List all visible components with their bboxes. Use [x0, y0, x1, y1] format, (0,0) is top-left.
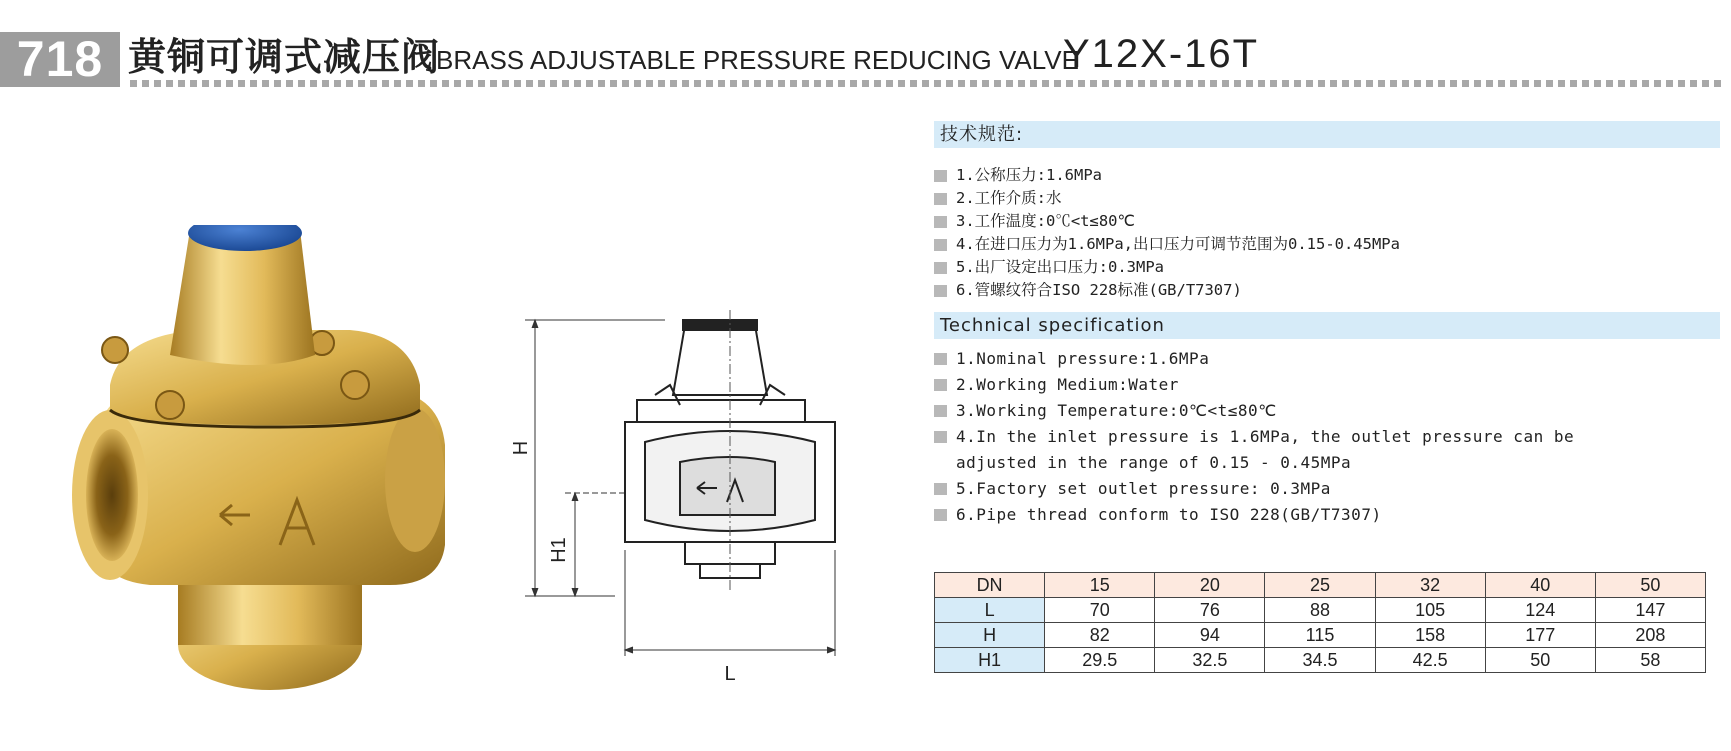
valve-dimension-drawing	[505, 310, 845, 700]
table-cell: 88	[1265, 598, 1375, 623]
square-bullet-icon	[934, 216, 947, 228]
square-bullet-icon	[934, 193, 947, 205]
table-cell: 34.5	[1265, 648, 1375, 673]
table-header-cell: 20	[1155, 573, 1265, 598]
spec-en-item: 3.Working Temperature:0℃<t≤80℃	[934, 398, 1574, 424]
table-header-cell: 15	[1045, 573, 1155, 598]
valve-photo	[60, 225, 450, 700]
square-bullet-icon	[934, 405, 947, 417]
header-dotted-divider	[130, 80, 1726, 87]
table-cell: 42.5	[1375, 648, 1485, 673]
table-cell: 177	[1485, 623, 1595, 648]
table-cell: 105	[1375, 598, 1485, 623]
spec-en-item: 5.Factory set outlet pressure: 0.3MPa	[934, 476, 1574, 502]
table-cell: 208	[1595, 623, 1705, 648]
dimension-label-l: L	[724, 663, 736, 685]
product-title-cn: 黄铜可调式减压阀	[128, 35, 441, 79]
table-row	[935, 648, 1706, 673]
square-bullet-icon	[934, 431, 947, 443]
square-bullet-icon	[934, 239, 947, 251]
table-row	[935, 598, 1706, 623]
dimensions-table	[934, 572, 1706, 673]
table-cell: 70	[1045, 598, 1155, 623]
dimension-label-h1: H1	[548, 537, 570, 563]
spec-en-header: Technical specification	[934, 312, 1720, 339]
square-bullet-icon	[934, 483, 947, 495]
square-bullet-icon	[934, 379, 947, 391]
page-number: 718	[0, 32, 120, 87]
table-cell: 76	[1155, 598, 1265, 623]
table-header-row	[935, 573, 1706, 598]
spec-en-item: 2.Working Medium:Water	[934, 372, 1574, 398]
table-cell: 32.5	[1155, 648, 1265, 673]
spec-en-item: 4.In the inlet pressure is 1.6MPa, the outlet pressure can be	[934, 424, 1574, 450]
spec-en-item: 6.Pipe thread conform to ISO 228(GB/T7307)	[934, 502, 1574, 528]
table-header-cell: 40	[1485, 573, 1595, 598]
table-cell: 29.5	[1045, 648, 1155, 673]
spec-cn-item: 1.公称压力:1.6MPa	[934, 164, 1400, 187]
table-cell: 50	[1485, 648, 1595, 673]
table-header-cell: 32	[1375, 573, 1485, 598]
table-row-label: H	[935, 623, 1045, 648]
table-cell: 124	[1485, 598, 1595, 623]
spec-cn-item: 6.管螺纹符合ISO 228标准(GB/T7307)	[934, 279, 1400, 302]
table-cell: 147	[1595, 598, 1705, 623]
table-row-label: L	[935, 598, 1045, 623]
table-cell: 82	[1045, 623, 1155, 648]
dimension-label-h: H	[510, 440, 532, 456]
table-cell: 115	[1265, 623, 1375, 648]
spec-cn-item: 4.在进口压力为1.6MPa,出口压力可调节范围为0.15-0.45MPa	[934, 233, 1400, 256]
spec-cn-header: 技术规范:	[934, 121, 1720, 148]
spec-cn-item: 3.工作温度:0℃<t≤80℃	[934, 210, 1400, 233]
table-header-cell: 25	[1265, 573, 1375, 598]
square-bullet-icon	[934, 262, 947, 274]
product-title-en: BRASS ADJUSTABLE PRESSURE REDUCING VALVE	[436, 45, 1079, 75]
spec-en-item-continued: adjusted in the range of 0.15 - 0.45MPa	[956, 453, 1352, 472]
spec-cn-item: 5.出厂设定出口压力:0.3MPa	[934, 256, 1400, 279]
table-cell: 94	[1155, 623, 1265, 648]
table-header-cell: DN	[935, 573, 1045, 598]
spec-en-item: 1.Nominal pressure:1.6MPa	[934, 346, 1574, 372]
square-bullet-icon	[934, 285, 947, 297]
square-bullet-icon	[934, 509, 947, 521]
spec-cn-item: 2.工作介质:水	[934, 187, 1400, 210]
spec-en-list	[934, 346, 1574, 528]
model-number: Y12X-16T	[1063, 32, 1260, 76]
table-header-cell: 50	[1595, 573, 1705, 598]
spec-cn-list	[934, 164, 1400, 302]
square-bullet-icon	[934, 353, 947, 365]
table-cell: 158	[1375, 623, 1485, 648]
table-row	[935, 623, 1706, 648]
square-bullet-icon	[934, 170, 947, 182]
table-cell: 58	[1595, 648, 1705, 673]
table-row-label: H1	[935, 648, 1045, 673]
